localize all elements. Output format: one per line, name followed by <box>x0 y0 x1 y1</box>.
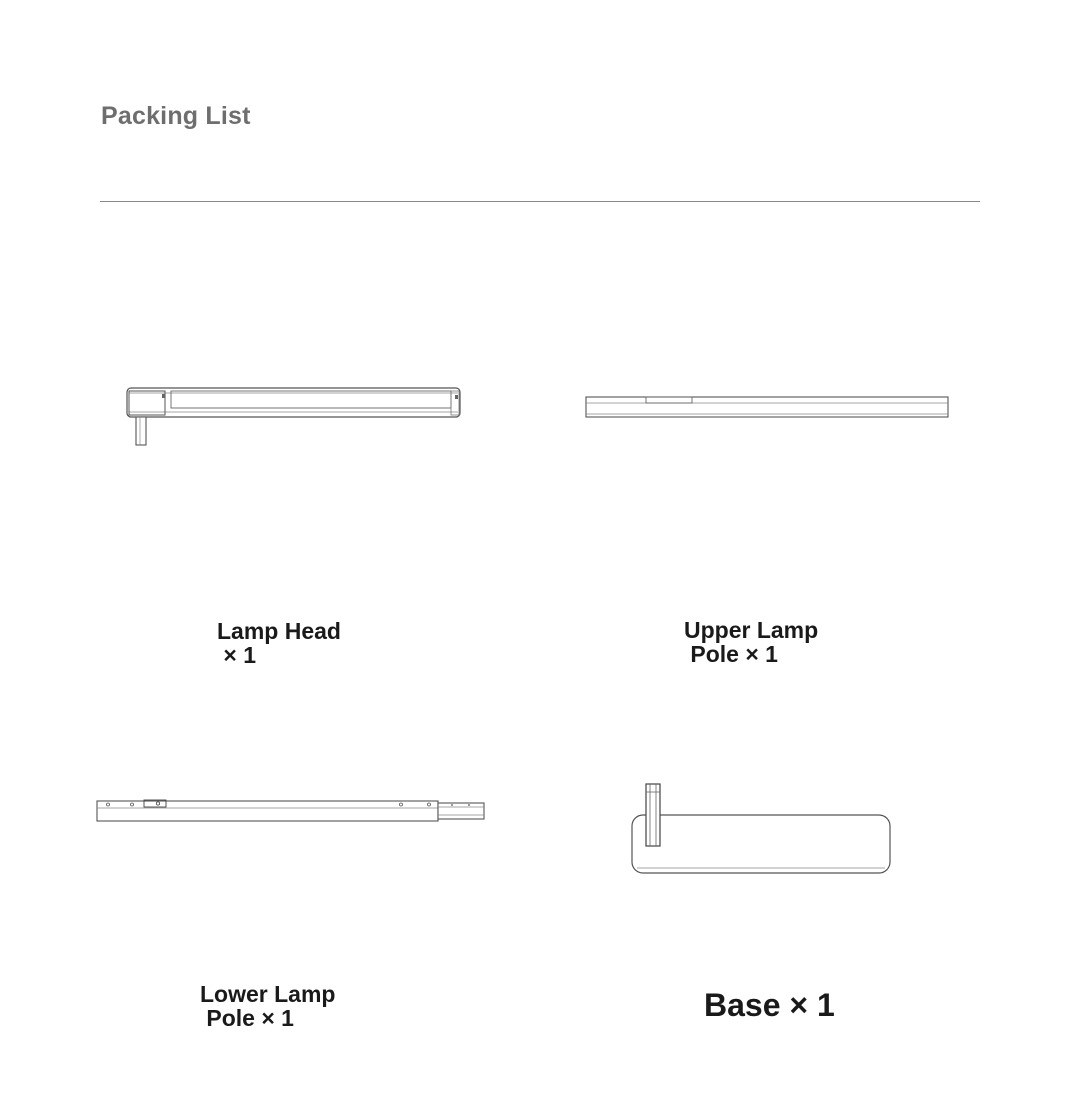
lower-lamp-pole-drawing <box>94 795 489 827</box>
lamp-head-drawing <box>120 380 470 455</box>
upper-lamp-pole-label <box>684 596 818 689</box>
lamp-head-label-line1: Lamp Head <box>217 618 341 644</box>
lower-lamp-pole-label-line1: Lower Lamp <box>200 981 336 1007</box>
title-divider <box>100 201 980 202</box>
base-drawing <box>628 780 896 880</box>
base-label-line1: Base × 1 <box>704 987 835 1023</box>
upper-lamp-pole-drawing <box>583 390 953 425</box>
lamp-head-label-line2: × 1 <box>217 642 257 668</box>
upper-lamp-pole-label-line1: Upper Lamp <box>684 617 819 643</box>
upper-lamp-pole-label-line2: Pole × 1 <box>684 641 778 667</box>
lamp-head-label <box>217 597 341 690</box>
lower-lamp-pole-label <box>200 960 335 1053</box>
lower-lamp-pole-label-line2: Pole × 1 <box>200 1005 294 1031</box>
base-label <box>704 957 835 1021</box>
page-title: Packing List <box>101 102 251 130</box>
